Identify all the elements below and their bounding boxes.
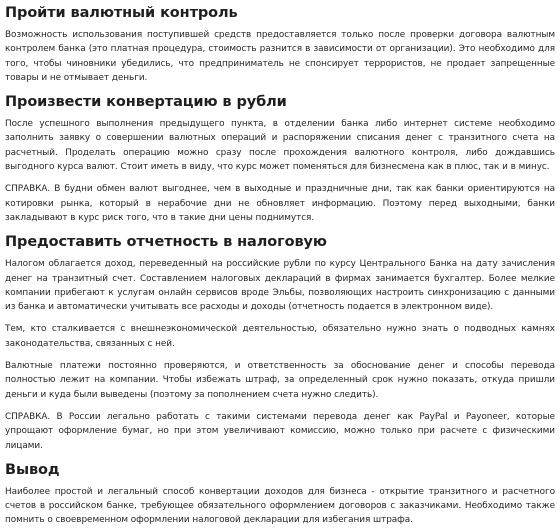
paragraph: Валютные платежи постоянно проверяются, и ответственность за обоснование денег и способы перевода полностью лежит на компании. Чтобы избежать штраф, за определенный срок нужно показать, откуда пришли деньги и куда были выведены (поэтому за пополнением счета нужно следить). [5, 361, 555, 400]
section-heading: Вывод [5, 461, 60, 478]
article [5, 4, 555, 528]
note-paragraph: СПРАВКА. В будни обмен валют выгоднее, чем в выходные и праздничные дни, так как банки ориентируются на котировки рынка, который в нерабочие дни не обновляет информацию. Поэтому перед выходными, банки закладывают в курс риск того, что в такие дни цены поднимутся. [5, 184, 555, 223]
section-heading: Предоставить отчетность в налоговую [5, 234, 327, 251]
section-conversion [5, 93, 555, 225]
paragraph: Тем, кто сталкивается с внешнеэкономической деятельностью, обязательно нужно знать о подводных камнях законодательства, связанных с ней. [5, 324, 555, 349]
paragraph: Налогом облагается доход, переведенный на российские рубли по курсу Центрального Банка на дату зачисления денег на транзитный счет. Составлением налоговых деклараций в фирмах занимается бухгалтер. Более мелкие компании прибегают к услугам онлайн сервисов вроде Эльбы, позволяющих настроить синхронизацию с данными из банка и автоматически учитывать все расходы и доходы (отчетность подается в электронном виде). [5, 259, 555, 313]
section-currency-control [5, 4, 555, 85]
section-heading: Пройти валютный контроль [5, 5, 238, 21]
section-conclusion [5, 461, 555, 528]
section-tax-reporting [5, 233, 555, 453]
section-heading: Произвести конвертацию в рубли [5, 94, 287, 111]
paragraph: После успешного выполнения предыдущего пункта, в отделении банка либо интернет системе необходимо заполнить заявку о совершении валютных операций и распоряжении списания денег с транзитного счета на расчетный. Проделать операцию можно сразу после прохождения валютного контроля, либо дождавшись выгодного курса валют. Стоит иметь в виду, что курс может поменяться для бизнесмена как в плюс, так и в минус. [5, 119, 555, 173]
paragraph: Возможность использования поступившей средств предоставляется только после проверки договора валютным контролем банка (это платная процедура, стоимость разнится в зависимости от организации). Это необходимо для того, чтобы чиновники убедились, что предприниматель не спонсирует террористов, не продает запрещенные товары и не отмывает деньги. [5, 30, 555, 83]
note-paragraph: СПРАВКА. В России легально работать с такими системами перевода денег как PayPal и Payoneer, которые упрощают оформление бумаг, но при этом увеличивают комиссию, можно только при расчете с физическими лицами. [5, 411, 555, 451]
paragraph: Наиболее простой и легальный способ конвертации доходов для бизнеса - открытие транзитного и расчетного счетов в российском банке, требующее обязательного оформлением договоров с заказчиками. Необходимо также помнить о своевременном оформлении налоговой декларации для избегания штрафа. [5, 486, 555, 526]
